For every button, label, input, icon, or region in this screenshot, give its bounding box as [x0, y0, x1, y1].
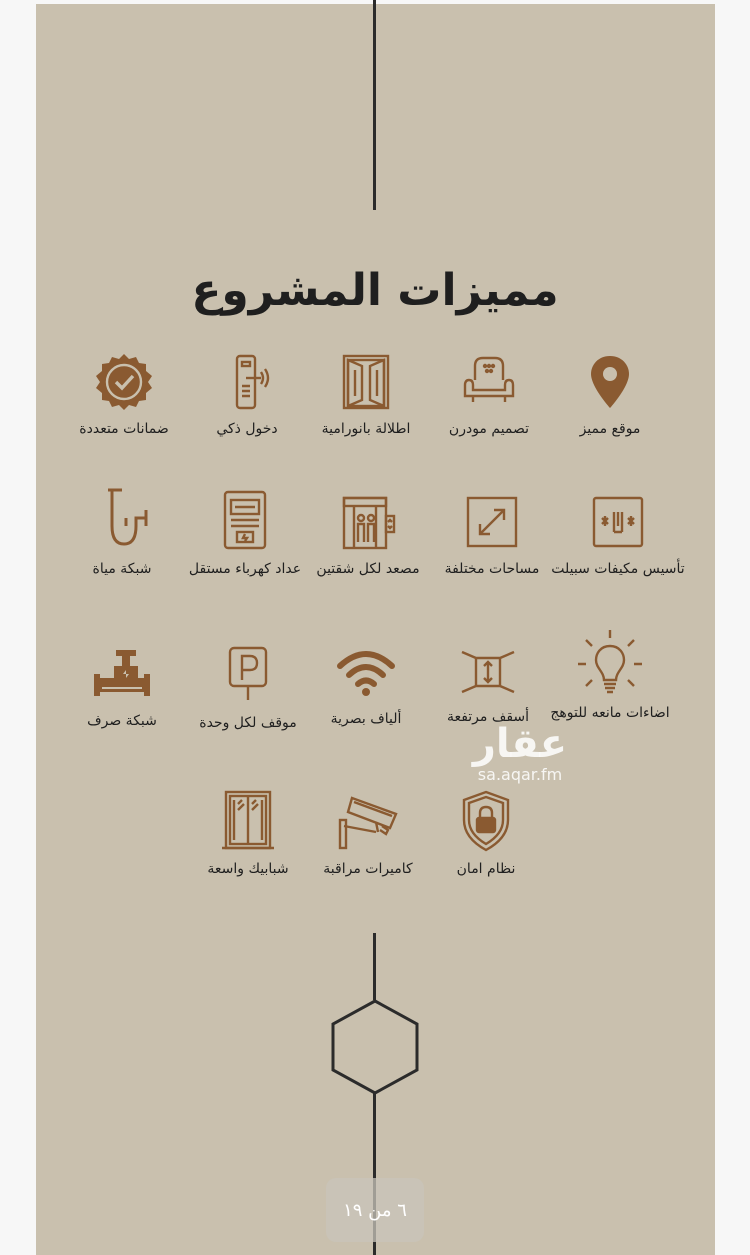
feature-label: تأسيس مكيفات سبيلت [551, 561, 685, 577]
feature-label: ألياف بصرية [330, 711, 402, 727]
map-pin-icon [580, 352, 640, 412]
feature-label: ضمانات متعددة [79, 421, 169, 437]
feature-label: دخول ذكي [216, 421, 278, 437]
feature-label: كاميرات مراقبة [323, 861, 413, 877]
feature-electricity [175, 488, 315, 580]
feature-drainage [52, 648, 192, 732]
drain-valve-icon [92, 648, 152, 702]
ceiling-height-icon [458, 646, 518, 698]
feature-label: مصعد لكل شقتين [316, 561, 420, 577]
watermark-url: sa.aqar.fm [477, 765, 563, 784]
elevator-icon [338, 492, 398, 552]
feature-design [419, 352, 559, 440]
top-divider-line [373, 0, 376, 210]
feature-label: نظام امان [456, 861, 516, 877]
large-window-icon [220, 790, 276, 852]
armchair-icon [459, 352, 519, 412]
feature-smart-entry [177, 352, 317, 440]
badge-check-icon [94, 352, 154, 412]
feature-label: عداد كهرباء مستقل [188, 561, 302, 577]
diagonal-resize-icon [462, 492, 522, 552]
air-conditioner-icon [588, 492, 648, 552]
hexagon-ornament [329, 998, 421, 1096]
smart-lock-icon [217, 352, 277, 412]
feature-cameras [298, 792, 438, 880]
window-doors-icon [336, 352, 396, 412]
parking-sign-icon [218, 646, 278, 702]
light-bulb-icon [574, 628, 646, 700]
page-title: مميزات المشروع [191, 265, 559, 317]
feature-label: تصميم مودرن [448, 421, 530, 437]
feature-label: موقع مميز [579, 421, 641, 437]
security-camera-icon [336, 792, 400, 852]
feature-lighting [540, 628, 680, 724]
page-indicator: ٦ من ١٩ [326, 1178, 424, 1242]
electric-meter-icon [215, 488, 275, 552]
watermark [455, 722, 585, 784]
feature-parking [178, 646, 318, 734]
feature-label: اضاءات مانعه للتوهج [550, 705, 670, 721]
feature-label: اطلالة بانورامية [321, 421, 411, 437]
feature-label: أسقف مرتفعة [446, 709, 530, 725]
feature-label: شبابيك واسعة [207, 861, 289, 877]
feature-label: شبكة صرف [87, 713, 157, 729]
shield-lock-icon [456, 790, 516, 852]
feature-windows [178, 790, 318, 880]
feature-label: مساحات مختلفة [444, 561, 540, 577]
feature-warranties [54, 352, 194, 440]
feature-label: موقف لكل وحدة [199, 715, 297, 731]
feature-areas [422, 492, 562, 580]
feature-location [540, 352, 680, 440]
feature-label: شبكة مياة [92, 561, 152, 577]
feature-elevator [298, 492, 438, 580]
watermark-logo: عقار [472, 721, 568, 767]
feature-ceilings [418, 646, 558, 728]
water-pipe-icon [92, 486, 152, 552]
bottom-divider-line-upper [373, 933, 376, 1000]
feature-split-ac [548, 492, 688, 580]
wifi-icon [336, 648, 396, 698]
feature-panorama [296, 352, 436, 440]
feature-water [52, 486, 192, 580]
